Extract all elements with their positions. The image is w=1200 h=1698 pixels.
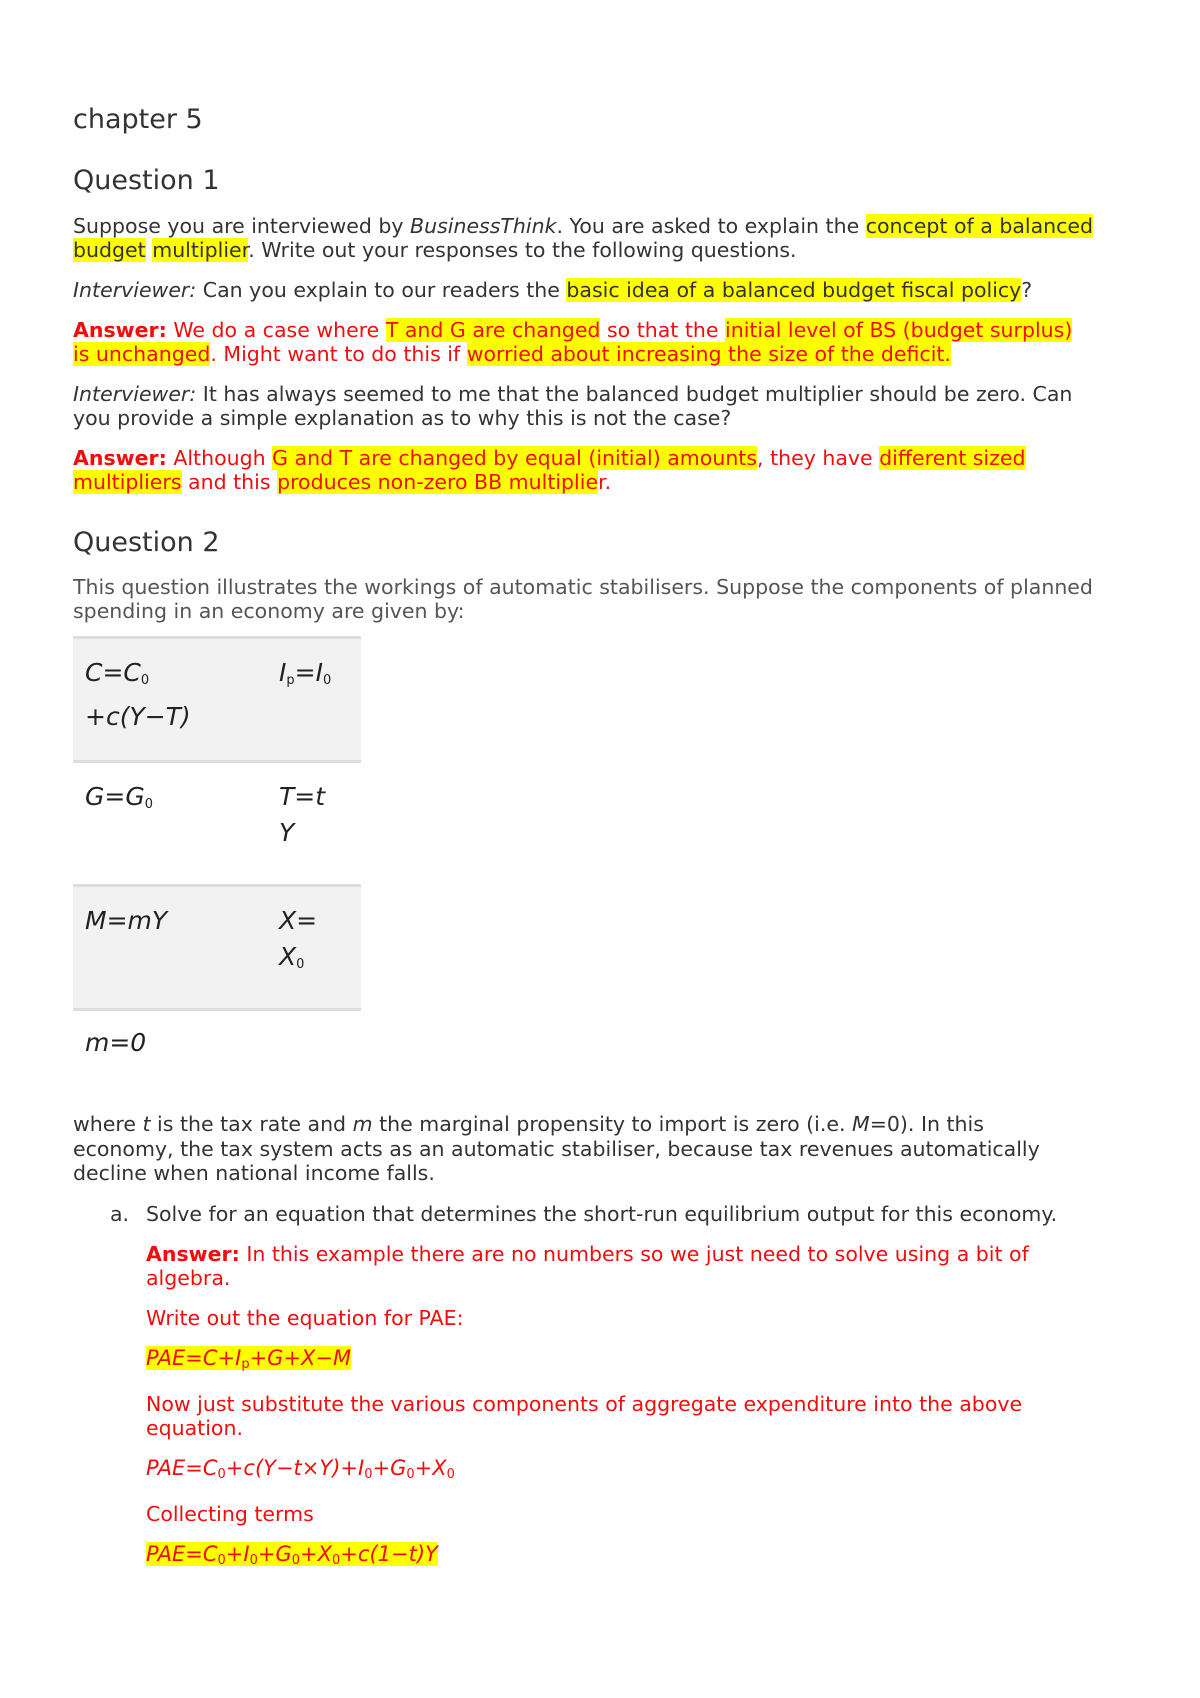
text: Can you explain to our readers the <box>196 278 567 302</box>
q2-intro-line1: This question illustrates the workings of automatic stabilisers. Suppose the components of planned <box>73 575 1093 599</box>
table-cell <box>73 762 267 886</box>
subscript: 0 <box>332 1553 341 1568</box>
subscript: 0 <box>291 1553 301 1568</box>
answer-2-line1 <box>73 446 1026 470</box>
equation-pae-collected <box>146 1542 438 1568</box>
math: I <box>279 658 287 687</box>
subscript: 0 <box>249 1553 258 1568</box>
highlight: initial level of BS (budget surplus) <box>725 318 1073 342</box>
highlight: G and T are changed by equal (initial) amounts <box>272 446 758 470</box>
math: +c(Y−t×Y)+I <box>225 1456 365 1480</box>
text: and this <box>181 470 278 494</box>
part-a-answer-line1 <box>146 1242 1029 1266</box>
text: so that the <box>600 318 726 342</box>
answer-label: Answer: <box>146 1242 240 1266</box>
text: the marginal propensity to import is zero (i.e. <box>372 1112 852 1136</box>
table-row <box>73 762 361 886</box>
subscript: 0 <box>322 673 332 688</box>
text: , they have <box>757 446 880 470</box>
collecting-terms-text: Collecting terms <box>146 1502 314 1526</box>
table-cell <box>73 1010 267 1086</box>
math: +c(Y−T) <box>85 702 191 731</box>
equation-pae-substituted <box>146 1456 455 1482</box>
subscript: 0 <box>140 673 150 688</box>
highlight: budget <box>73 238 146 262</box>
interviewer-label: Interviewer: <box>73 382 197 406</box>
highlight: different sized <box>879 446 1026 470</box>
highlight: basic idea of a balanced budget fiscal policy <box>566 278 1022 302</box>
table-row <box>73 1010 361 1086</box>
publication-name: BusinessThink <box>410 214 557 238</box>
table-row <box>73 638 361 762</box>
highlight: produces non-zero BB multiplie <box>277 470 599 494</box>
highlight <box>146 1346 351 1370</box>
math: +G <box>257 1542 292 1566</box>
math: C=C <box>85 658 141 687</box>
math: M <box>852 1112 870 1136</box>
highlight: multipliers <box>73 470 182 494</box>
math: +G+X−M <box>249 1346 352 1370</box>
answer-1-line1 <box>73 318 1072 342</box>
write-pae-text: Write out the equation for PAE: <box>146 1306 464 1330</box>
text: where <box>73 1112 143 1136</box>
table-cell <box>267 638 361 762</box>
table-cell <box>73 886 267 1010</box>
math: PAE=C <box>146 1456 218 1480</box>
answer-label: Answer: <box>73 318 167 342</box>
subscript: 0 <box>446 1467 455 1482</box>
subscript: 0 <box>406 1467 415 1482</box>
math: T=t <box>279 782 326 811</box>
substitute-line2: equation. <box>146 1416 243 1440</box>
text: ? <box>1021 278 1033 302</box>
math: +G <box>372 1456 407 1480</box>
part-a-answer-line2: algebra. <box>146 1266 231 1290</box>
answer-label: Answer: <box>73 446 167 470</box>
text: In this example there are no numbers so we just need to solve using a bit of <box>239 1242 1029 1266</box>
highlight: concept of a balanced <box>865 214 1094 238</box>
math: +X <box>300 1542 333 1566</box>
spending-components-table <box>73 636 361 1085</box>
math: m <box>352 1112 373 1136</box>
interviewer-2-line2: you provide a simple explanation as to why this is not the case? <box>73 406 732 430</box>
subscript: 0 <box>217 1467 226 1482</box>
answer-2-line2 <box>73 470 611 494</box>
part-a-question: Solve for an equation that determines the short-run equilibrium output for this economy. <box>146 1202 1058 1226</box>
math: Y <box>279 818 295 847</box>
q1-intro-line1 <box>73 214 1093 238</box>
math: +X <box>414 1456 447 1480</box>
where-line1 <box>73 1112 984 1136</box>
math: +c(1−t)Y <box>340 1542 438 1566</box>
question-1-heading: Question 1 <box>73 165 220 196</box>
q1-intro-line2 <box>73 238 797 262</box>
subscript: 0 <box>144 797 153 812</box>
math: M=mY <box>85 906 168 935</box>
math: PAE=C <box>146 1542 218 1566</box>
text: Although <box>166 446 273 470</box>
text: =0). In this <box>869 1112 984 1136</box>
math: X <box>279 942 297 971</box>
question-2-heading: Question 2 <box>73 527 220 558</box>
table-cell <box>73 638 267 762</box>
answer-1-line2 <box>73 342 951 366</box>
interviewer-1 <box>73 278 1032 302</box>
where-line2: economy, the tax system acts as an automatic stabiliser, because tax revenues automatically <box>73 1137 1040 1161</box>
subscript: p <box>241 1357 250 1372</box>
highlight: multiplier <box>152 238 249 262</box>
math: G=G <box>85 782 145 811</box>
table-row <box>73 886 361 1010</box>
table-cell <box>267 762 361 886</box>
text: We do a case where <box>166 318 386 342</box>
table-cell <box>267 886 361 1010</box>
substitute-line1: Now just substitute the various components of aggregate expenditure into the above <box>146 1392 1023 1416</box>
math: t <box>142 1112 151 1136</box>
text: . Might want to do this if <box>210 342 467 366</box>
interviewer-2-line1 <box>73 382 1072 406</box>
q2-intro-line2: spending in an economy are given by: <box>73 599 465 623</box>
math: =I <box>294 658 323 687</box>
text: . You are asked to explain the <box>556 214 866 238</box>
equation-pae <box>146 1346 351 1372</box>
subscript: 0 <box>364 1467 373 1482</box>
text: r. <box>598 470 612 494</box>
list-marker-a: a. <box>110 1202 130 1226</box>
highlight: T and G are changed <box>385 318 601 342</box>
subscript: 0 <box>296 957 305 972</box>
chapter-title: chapter 5 <box>73 104 203 135</box>
math: m=0 <box>85 1028 147 1057</box>
text: Suppose you are interviewed by <box>73 214 411 238</box>
interviewer-label: Interviewer: <box>73 278 197 302</box>
where-line3: decline when national income falls. <box>73 1161 435 1185</box>
highlight: is unchanged <box>73 342 211 366</box>
math: +I <box>225 1542 250 1566</box>
math: PAE=C+I <box>146 1346 242 1370</box>
highlight <box>146 1542 438 1566</box>
text: It has always seemed to me that the balanced budget multiplier should be zero. Can <box>196 382 1073 406</box>
text: is the tax rate and <box>150 1112 353 1136</box>
subscript: p <box>286 673 295 688</box>
text: . Write out your responses to the following questions. <box>248 238 797 262</box>
table-cell <box>267 1010 361 1086</box>
highlight: worried about increasing the size of the deficit. <box>466 342 951 366</box>
subscript: 0 <box>217 1553 226 1568</box>
math: X= <box>279 906 318 935</box>
